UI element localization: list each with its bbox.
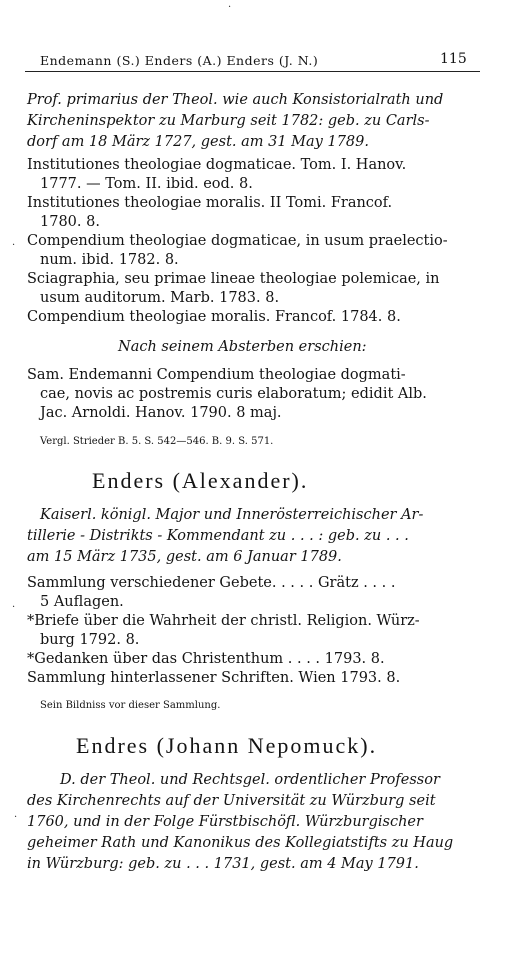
endemann-bio-line: Kircheninspektor zu Marburg seit 1782: geb. zu Carls-: [27, 113, 430, 129]
endemann-bio-line: dorf am 18 März 1727, gest. am 31 May 1789.: [27, 134, 369, 150]
posthumous-heading: Nach seinem Absterben erschien:: [118, 339, 367, 355]
enders-bio-line: Kaiserl. königl. Major und Innerösterreichischer Ar-: [40, 507, 424, 523]
posthumous-entry: Sam. Endemanni Compendium theologiae dogmati-: [27, 367, 406, 383]
reference-note: Vergl. Strieder B. 5. S. 542—546. B. 9. S. 571.: [40, 436, 274, 447]
work-entry: Institutiones theologiae dogmaticae. Tom. I. Hanov.: [27, 157, 407, 173]
work-entry-continued: usum auditorum. Marb. 1783. 8.: [40, 290, 280, 306]
enders-bio-line: tillerie - Distrikts - Kommendant zu . . . : geb. zu . . .: [27, 528, 409, 544]
work-entry-continued: num. ibid. 1782. 8.: [40, 252, 179, 268]
endres-bio-line: des Kirchenrechts auf der Universität zu Würzburg seit: [27, 793, 436, 809]
posthumous-entry-continued: cae, novis ac postremis curis elaboratum; edidit Alb.: [40, 386, 427, 402]
work-entry: Compendium theologiae moralis. Francof. 1784. 8.: [27, 309, 401, 325]
page-number: 115: [440, 51, 467, 67]
scan-speck: ·: [12, 602, 16, 613]
work-entry-continued: 5 Auflagen.: [40, 594, 124, 610]
endres-bio-line: geheimer Rath und Kanonikus des Kollegiatstifts zu Haug: [27, 835, 454, 851]
work-entry: Compendium theologiae dogmaticae, in usum praelectio-: [27, 233, 448, 249]
work-entry-continued: 1777. — Tom. II. ibid. eod. 8.: [40, 176, 253, 192]
work-entry: *Gedanken über das Christenthum . . . . 1793. 8.: [27, 651, 385, 667]
work-entry-continued: 1780. 8.: [40, 214, 100, 230]
running-head: Endemann (S.) Enders (A.) Enders (J. N.): [40, 53, 319, 68]
endres-bio-line: in Würzburg: geb. zu . . . 1731, gest. am 4 May 1791.: [27, 856, 419, 872]
work-entry: Sammlung hinterlassener Schriften. Wien 1793. 8.: [27, 670, 401, 686]
work-entry: *Briefe über die Wahrheit der christl. Religion. Würz-: [27, 613, 420, 629]
entry-heading: Enders (Alexander).: [92, 468, 309, 493]
entry-heading: Endres (Johann Nepomuck).: [76, 733, 378, 758]
enders-bio-line: am 15 März 1735, gest. am 6 Januar 1789.: [27, 549, 342, 565]
work-entry: Institutiones theologiae moralis. II Tomi. Francof.: [27, 195, 393, 211]
endres-bio-line: 1760, und in der Folge Fürstbischöfl. Würzburgischer: [27, 814, 423, 830]
work-entry: Sciagraphia, seu primae lineae theologiae polemicae, in: [27, 271, 440, 287]
portrait-note: Sein Bildniss vor dieser Sammlung.: [40, 700, 221, 711]
scan-speck: ·: [14, 812, 18, 823]
endres-bio-line: D. der Theol. und Rechtsgel. ordentlicher Professor: [60, 772, 440, 788]
scan-speck: ·: [228, 2, 232, 13]
endemann-bio-line: Prof. primarius der Theol. wie auch Konsistorialrath und: [27, 92, 444, 108]
scan-speck: ·: [12, 240, 16, 251]
posthumous-entry-continued: Jac. Arnoldi. Hanov. 1790. 8 maj.: [40, 405, 282, 421]
work-entry-continued: burg 1792. 8.: [40, 632, 140, 648]
header-rule: [25, 71, 480, 72]
work-entry: Sammlung verschiedener Gebete. . . . . Grätz . . . .: [27, 575, 396, 591]
